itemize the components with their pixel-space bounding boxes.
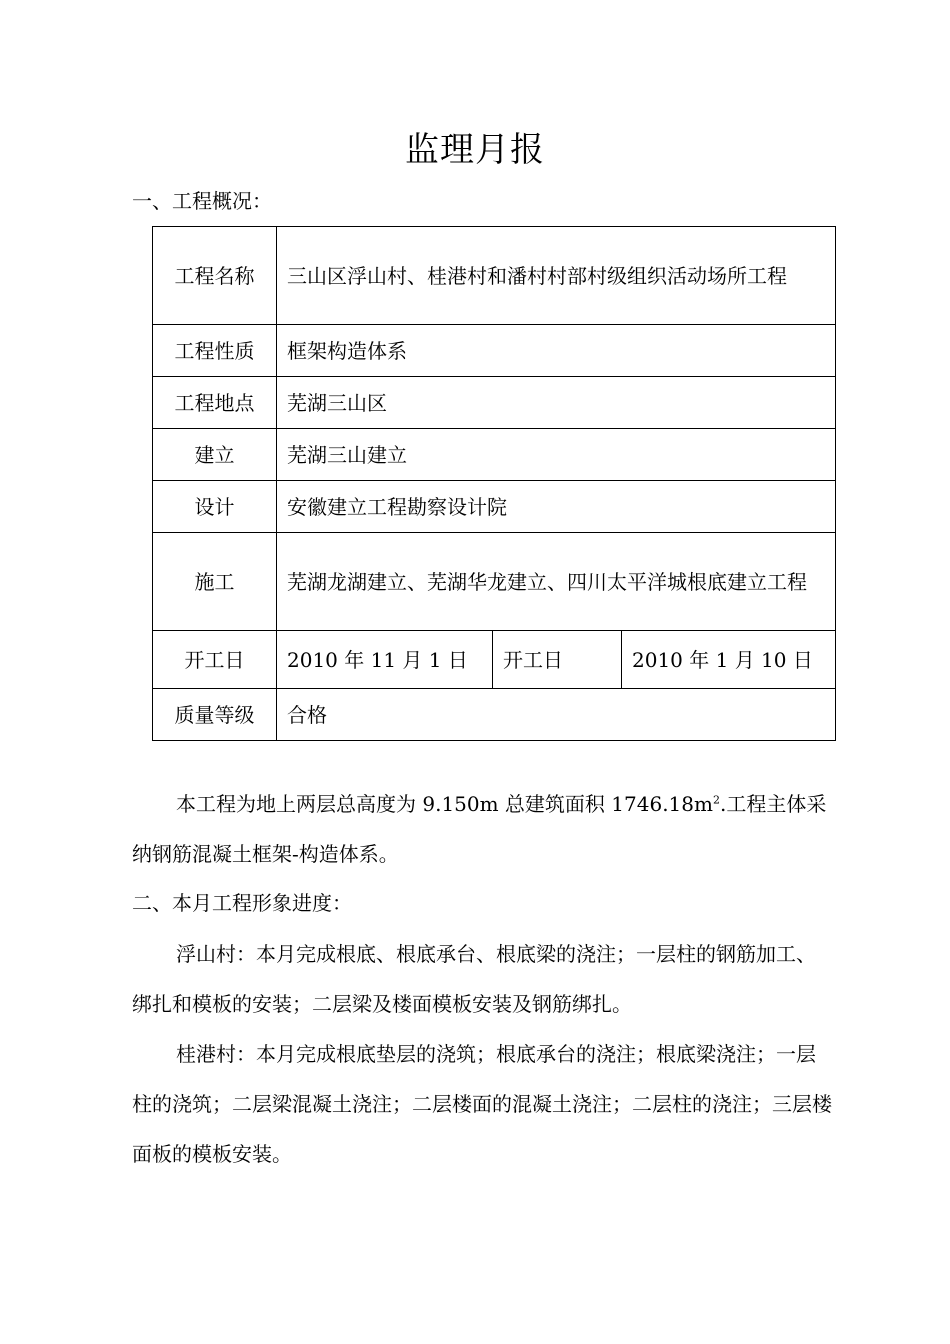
table-row [153, 481, 836, 533]
quality-value: 合格 [277, 689, 836, 741]
project-summary-paragraph [132, 779, 832, 879]
table-row [153, 227, 836, 325]
project-location-value: 芜湖三山区 [277, 377, 836, 429]
construction-value: 芜湖龙湖建立、芜湖华龙建立、四川太平洋城根底建立工程 [277, 533, 836, 631]
table-row [153, 377, 836, 429]
section-heading-overview: 一、工程概况： [132, 189, 272, 213]
area-unit-superscript: 2 [712, 793, 720, 807]
section-heading-progress: 二、本月工程形象进度： [132, 891, 352, 915]
project-nature-label: 工程性质 [153, 325, 277, 377]
second-date-value: 2010 年 1 月 10 日 [622, 631, 836, 689]
fushan-progress-paragraph: 浮山村：本月完成根底、根底承台、根底梁的浇注；一层柱的钢筋加工、绑扎和模板的安装；二层梁及楼面模板安装及钢筋绑扎。 [132, 942, 816, 1016]
table-row [153, 689, 836, 741]
page-title: 监理月报 [405, 130, 545, 170]
construction-label: 施工 [153, 533, 277, 631]
project-name-value: 三山区浮山村、桂港村和潘村村部村级组织活动场所工程 [277, 227, 836, 325]
second-date-label: 开工日 [493, 631, 622, 689]
summary-text-tail: .工程主体采纳钢筋混凝土框架-构造体系。 [132, 792, 827, 866]
start-date-label: 开工日 [153, 631, 277, 689]
project-name-label: 工程名称 [153, 227, 277, 325]
builder-label: 建立 [153, 429, 277, 481]
guigang-progress-paragraph: 桂港村：本月完成根底垫层的浇筑；根底承台的浇注；根底梁浇注；一层柱的浇筑；二层梁混凝土浇注；二层楼面的混凝土浇注；二层柱的浇注；三层楼面板的模板安装。 [132, 1042, 832, 1166]
design-value: 安徽建立工程勘察设计院 [277, 481, 836, 533]
design-label: 设计 [153, 481, 277, 533]
table-row [153, 325, 836, 377]
start-date-value: 2010 年 11 月 1 日 [277, 631, 493, 689]
table-row [153, 631, 836, 689]
builder-value: 芜湖三山建立 [277, 429, 836, 481]
project-nature-value: 框架构造体系 [277, 325, 836, 377]
table-row [153, 429, 836, 481]
table-row [153, 533, 836, 631]
project-location-label: 工程地点 [153, 377, 277, 429]
quality-label: 质量等级 [153, 689, 277, 741]
summary-text-main: 本工程为地上两层总高度为 9.150m 总建筑面积 1746.18m [176, 792, 713, 816]
project-info-table [152, 226, 836, 741]
